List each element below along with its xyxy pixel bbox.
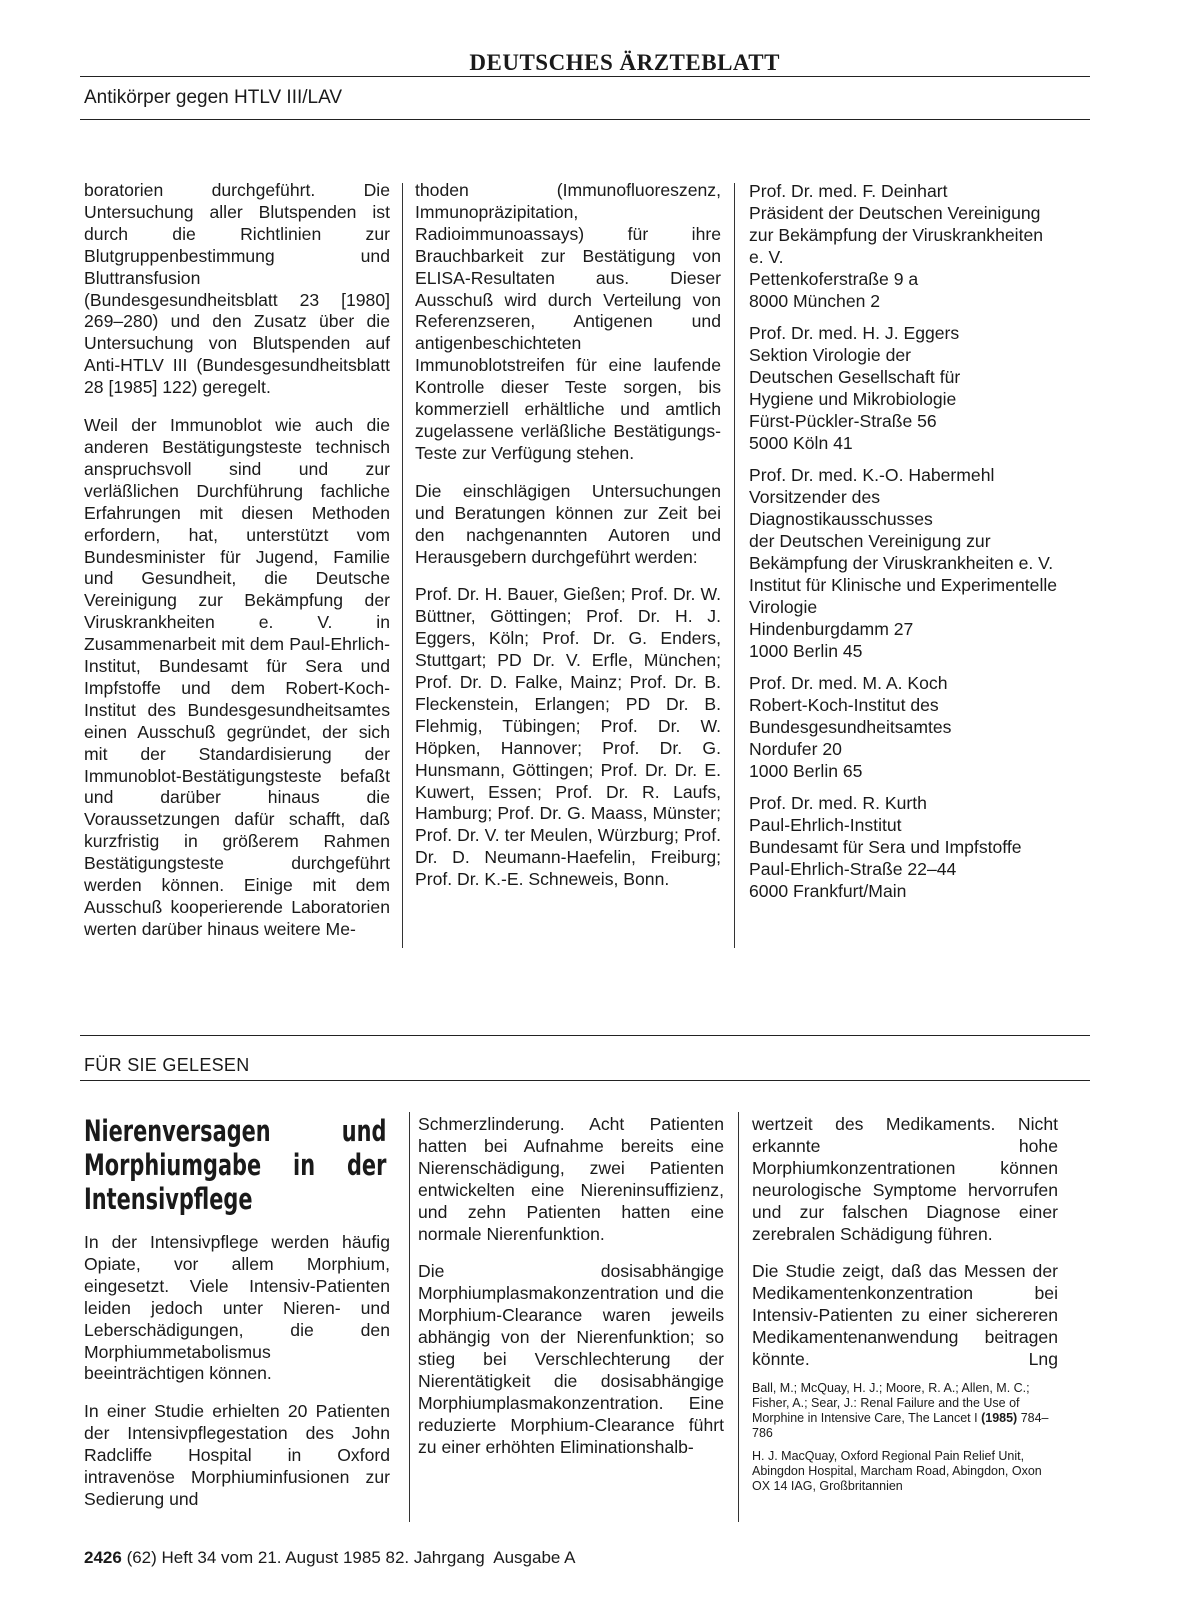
address-line: Nordufer 20 bbox=[749, 739, 842, 759]
column-divider bbox=[734, 183, 735, 948]
page-footer bbox=[84, 1548, 576, 1568]
address-line: Präsident der Deutschen Vereinigung bbox=[749, 203, 1041, 223]
address-line: zur Bekämpfung der Viruskrankheiten e. V. bbox=[749, 225, 1044, 267]
address-line: Bekämpfung der Viruskrankheiten e. V. bbox=[749, 553, 1054, 573]
page-number: 2426 bbox=[84, 1548, 122, 1567]
paragraph: In einer Studie erhielten 20 Patienten der Intensivpflegestation des John Radcliffe Hospital in Oxford intravenöse Morphiuminfusionen zur Sedierung und bbox=[84, 1401, 390, 1509]
section-label: FÜR SIE GELESEN bbox=[84, 1055, 250, 1075]
address-block bbox=[749, 792, 1061, 902]
article1-addresses bbox=[749, 180, 1061, 912]
address-line: Paul-Ehrlich-Straße 22–44 bbox=[749, 859, 957, 879]
address-line: Bundesgesundheitsamtes bbox=[749, 717, 952, 737]
author-signature: Lng bbox=[1028, 1349, 1058, 1370]
address-line: der Deutschen Vereinigung zur bbox=[749, 531, 991, 551]
address-line: Hindenburgdamm 27 bbox=[749, 619, 914, 639]
address-line: Paul-Ehrlich-Institut bbox=[749, 815, 902, 835]
paragraph-text: Die Studie zeigt, daß das Messen der Medikamentenkonzentration bei Intensiv-Patienten zu einer sichereren Medikamentenanwendung beitragen könnte. bbox=[752, 1261, 1058, 1370]
article2-column-3 bbox=[752, 1114, 1058, 1502]
running-title: Antikörper gegen HTLV III/LAV bbox=[84, 87, 343, 108]
address-line: Prof. Dr. med. H. J. Eggers bbox=[749, 323, 960, 343]
address-line: 1000 Berlin 65 bbox=[749, 761, 863, 781]
header-rule-top bbox=[80, 76, 1090, 77]
paragraph: boratorien durchgeführt. Die Untersuchung aller Blutspenden ist durch die Richtlinien zur Blutgruppenbestimmung und Bluttransfusion (Bundesgesundheitsblatt 23 [1980] 269–280) und den Zusatz über die Untersuchung von Blutspenden auf Anti-HTLV III (Bundesgesundheitsblatt 28 [1985] 122) geregelt. bbox=[84, 180, 390, 398]
address-line: 5000 Köln 41 bbox=[749, 433, 853, 453]
reference-text: Ball, M.; McQuay, H. J.; Moore, R. A.; Allen, M. C.; Fisher, A.; Sear, J.: Renal Failure and the Use of Morphine in Intensive Care, The Lancet I bbox=[752, 1380, 1030, 1425]
address-line: Prof. Dr. med. F. Deinhart bbox=[749, 181, 948, 201]
article-headline: Nierenversagen und Morphiumgabe in der Intensivpflege bbox=[84, 1114, 387, 1216]
address-block bbox=[749, 672, 1061, 782]
paragraph: Prof. Dr. H. Bauer, Gießen; Prof. Dr. W. Büttner, Göttingen; Prof. Dr. H. J. Eggers, Köln; Prof. Dr. G. Enders, Stuttgart; PD Dr. V. Erfle, München; Prof. Dr. D. Falke, Mainz; Prof. Dr. B. Fleckenstein, Erlangen; PD Dr. B. Flehmig, Tübingen; Prof. Dr. W. Höpken, Hannover; Prof. Dr. G. Hunsmann, Göttingen; Prof. Dr. Dr. E. Kuwert, Essen; Prof. Dr. R. Laufs, Hamburg; Prof. Dr. G. Maass, Münster; Prof. Dr. V. ter Meulen, Würzburg; Prof. Dr. D. Neumann-Haefelin, Freiburg; Prof. Dr. K.-E. Schneweis, Bonn. bbox=[415, 584, 721, 890]
article2-column-1 bbox=[84, 1114, 390, 1527]
column-divider bbox=[402, 183, 403, 948]
article1-column-1 bbox=[84, 180, 390, 957]
address-line: 6000 Frankfurt/Main bbox=[749, 881, 907, 901]
masthead: DEUTSCHES ÄRZTEBLATT bbox=[469, 50, 780, 75]
paragraph: thoden (Immunofluoreszenz, Immunopräzipitation, Radioimmunoassays) für ihre Brauchbarkeit zur Bestätigung von ELISA-Resultaten aus. Dieser Ausschuß wird durch Verteilung von Referenzseren, Antigenen und antigenbeschichteten Immunoblotstreifen für eine laufende Kontrolle dieser Teste sorgen, bis kommerziell erhältliche und amtlich zugelassene verläßliche Bestätigungs-Teste zur Verfügung stehen. bbox=[415, 180, 721, 463]
address-line: Robert-Koch-Institut des bbox=[749, 695, 939, 715]
reference-year: (1985) bbox=[981, 1410, 1018, 1425]
section-rule-bottom bbox=[80, 1080, 1090, 1081]
header-rule-bottom bbox=[80, 119, 1090, 120]
issue-info: (62) Heft 34 vom 21. August 1985 82. Jahrgang Ausgabe A bbox=[126, 1548, 576, 1567]
paragraph: Schmerzlinderung. Acht Patienten hatten bei Aufnahme bereits eine Nierenschädigung, zwei Patienten entwickelten eine Niereninsuffizienz, und zehn Patienten hatten eine normale Nierenfunktion. bbox=[418, 1114, 724, 1244]
section-rule-top bbox=[80, 1035, 1090, 1036]
address-line: Pettenkoferstraße 9 a bbox=[749, 269, 919, 289]
paragraph bbox=[752, 1261, 1058, 1371]
column-divider bbox=[738, 1112, 739, 1522]
address-line: Prof. Dr. med. R. Kurth bbox=[749, 793, 927, 813]
address-block bbox=[749, 464, 1061, 662]
paragraph: In der Intensivpflege werden häufig Opiate, vor allem Morphium, eingesetzt. Viele Intensiv-Patienten leiden jedoch unter Nieren- und Leberschädigungen, die den Morphiummetabolismus beeinträchtigen können. bbox=[84, 1232, 390, 1384]
address-line: 1000 Berlin 45 bbox=[749, 641, 863, 661]
reference-pages: 784–786 bbox=[752, 1410, 1049, 1440]
article1-column-2 bbox=[415, 180, 721, 907]
column-divider bbox=[409, 1112, 410, 1522]
reference bbox=[752, 1381, 1058, 1441]
address-line: Vorsitzender des Diagnostikausschusses bbox=[749, 487, 933, 529]
address-line: Bundesamt für Sera und Impfstoffe bbox=[749, 837, 1022, 857]
paragraph: Die dosisabhängige Morphiumplasmakonzentration und die Morphium-Clearance waren jeweils abhängig von der Nierenfunktion; so stieg bei Verschlechterung der Nierentätigkeit die dosisabhängige Morphiumplasmakonzentration. Eine reduzierte Morphium-Clearance führt zu einer erhöhten Eliminationshalb- bbox=[418, 1261, 724, 1457]
article2-column-2 bbox=[418, 1114, 724, 1475]
address-line: Fürst-Pückler-Straße 56 bbox=[749, 411, 937, 431]
paragraph: wertzeit des Medikaments. Nicht erkannte hohe Morphiumkonzentrationen können neurologische Symptome hervorrufen und zur falschen Diagnose einer zerebralen Schädigung führen. bbox=[752, 1114, 1058, 1244]
address-line: Institut für Klinische und Experimentelle Virologie bbox=[749, 575, 1058, 617]
paragraph: Die einschlägigen Untersuchungen und Beratungen können zur Zeit bei den nachgenannten Autoren und Herausgebern durchgeführt werden: bbox=[415, 480, 721, 567]
address-line: Hygiene und Mikrobiologie bbox=[749, 389, 957, 409]
address-line: Prof. Dr. med. M. A. Koch bbox=[749, 673, 948, 693]
author-affiliation: H. J. MacQuay, Oxford Regional Pain Relief Unit, Abingdon Hospital, Marcham Road, Abingdon, Oxon OX 14 IAG, Großbritannien bbox=[752, 1448, 1042, 1493]
address-line: 8000 München 2 bbox=[749, 291, 881, 311]
address-line: Deutschen Gesellschaft für bbox=[749, 367, 961, 387]
address-line: Sektion Virologie der bbox=[749, 345, 912, 365]
paragraph: Weil der Immunoblot wie auch die anderen Bestätigungsteste technisch anspruchsvoll sind und zur verläßlichen Durchführung fachliche Erfahrungen mit diesen Methoden erfordern, hat, unterstützt vom Bundesminister für Jugend, Familie und Gesundheit, die Deutsche Vereinigung zur Bekämpfung der Viruskrankheiten e. V. in Zusammenarbeit mit dem Paul-Ehrlich-Institut, Bundesamt für Sera und Impfstoffe und dem Robert-Koch-Institut des Bundesgesundheitsamtes einen Ausschuß gegründet, der sich mit der Standardisierung der Immunoblot-Bestätigungsteste befaßt und darüber hinaus die Voraussetzungen dafür schafft, daß kurzfristig in größerem Rahmen Bestätigungsteste durchgeführt werden können. Einige mit dem Ausschuß kooperierende Laboratorien werten darüber hinaus weitere Me- bbox=[84, 415, 390, 939]
address-block bbox=[749, 322, 1061, 454]
address-block bbox=[749, 180, 1061, 312]
address-line: Prof. Dr. med. K.-O. Habermehl bbox=[749, 465, 995, 485]
